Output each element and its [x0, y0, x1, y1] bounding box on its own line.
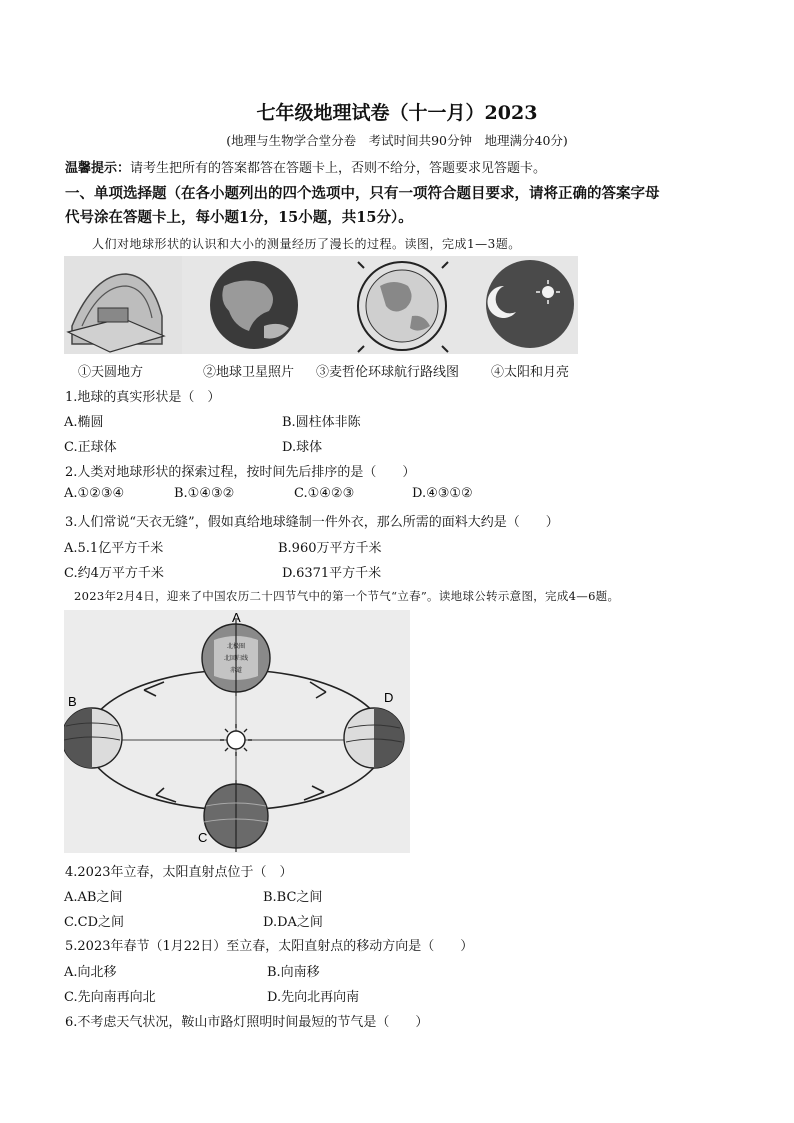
earth-position-c [204, 780, 268, 852]
figure-earth-shape [64, 256, 578, 354]
caption-3: ③麦哲伦环球航行路线图 [316, 365, 460, 380]
magellan-route-map [358, 262, 448, 352]
q1-option-d: D.球体 [282, 440, 323, 455]
q2-option-a: A.①②③④ [64, 486, 125, 501]
earth-position-a [202, 620, 270, 696]
caption-4: ④太阳和月亮 [491, 365, 570, 380]
q2-option-d: D.④③①② [412, 486, 473, 501]
a-label-arctic: 北极圈 [226, 643, 246, 650]
page-title: 七年级地理试卷（十一月）2023 [256, 102, 538, 124]
exam-subtitle: (地理与生物学合堂分卷 考试时间共90分钟 地理满分40分) [226, 133, 568, 148]
caption-1: ①天圆地方 [78, 365, 144, 380]
q3-option-c: C.约4万平方千米 [64, 566, 164, 581]
earth-position-b [64, 708, 122, 768]
q5-option-c: C.先向南再向北 [64, 990, 156, 1005]
q5-option-a: A.向北移 [64, 965, 117, 980]
q1-option-b: B.圆柱体非陈 [282, 415, 361, 430]
q4-option-a: A.AB之间 [64, 890, 123, 905]
figure-earth-orbit [64, 610, 410, 853]
label-c: C [198, 830, 208, 845]
section-heading-line1: 一、单项选择题（在各小题列出的四个选项中，只有一项符合题目要求，请将正确的答案字母 [65, 185, 660, 202]
intro-q4-6: 2023年2月4日，迎来了中国农历二十四节气中的第一个节气“立春”。读地球公转示意图，完成4—6题。 [74, 589, 620, 603]
q5-option-b: B.向南移 [267, 965, 320, 980]
q4-option-b: B.BC之间 [263, 890, 323, 905]
tip-text: 请考生把所有的答案都答在答题卡上，否则不给分，答题要求见答题卡。 [130, 161, 547, 176]
q1-option-a: A.椭圆 [64, 415, 104, 430]
label-a: A [232, 610, 241, 625]
q1-option-c: C.正球体 [64, 440, 117, 455]
q3-option-b: B.960万平方千米 [278, 541, 382, 556]
orbit-arrow-icon [310, 682, 326, 698]
intro-q1-3: 人们对地球形状的认识和大小的测量经历了漫长的过程。读图，完成1—3题。 [92, 237, 521, 251]
warm-tip [65, 157, 546, 176]
q2-option-c: C.①④②③ [294, 486, 355, 501]
q4-option-d: D.DA之间 [263, 915, 323, 930]
q3-option-d: D.6371平方千米 [282, 566, 382, 581]
q1-stem: 1.地球的真实形状是（ ） [65, 390, 221, 405]
q4-option-c: C.CD之间 [64, 915, 124, 930]
label-b: B [68, 694, 77, 709]
q5-option-d: D.先向北再向南 [267, 990, 360, 1005]
a-label-tropic: 北回归线 [223, 655, 249, 662]
q2-stem: 2.人类对地球形状的探索过程，按时间先后排序的是（ ） [65, 465, 416, 480]
section-heading-line2: 代号涂在答题卡上，每小题1分，15小题，共15分）。 [65, 209, 413, 226]
q6-stem: 6.不考虑天气状况，鞍山市路灯照明时间最短的节气是（ ） [65, 1015, 429, 1030]
q4-stem: 4.2023年立春，太阳直射点位于（ ） [65, 865, 293, 880]
a-label-equator: 赤道 [229, 667, 243, 674]
q3-option-a: A.5.1亿平方千米 [64, 541, 164, 556]
q2-option-b: B.①④③② [174, 486, 235, 501]
sun-and-moon-image [486, 260, 574, 348]
q3-stem: 3.人们常说“天衣无缝”，假如真给地球缝制一件外衣，那么所需的面料大约是（ ） [65, 515, 559, 530]
earth-position-d [344, 708, 404, 768]
earth-satellite-photo [210, 261, 298, 349]
tip-label: 温馨提示： [65, 161, 131, 176]
q5-stem: 5.2023年春节（1月22日）至立春，太阳直射点的移动方向是（ ） [65, 939, 474, 954]
heaven-round-earth-square-image [64, 256, 182, 354]
caption-2: ②地球卫星照片 [203, 365, 295, 380]
label-d: D [384, 690, 394, 705]
